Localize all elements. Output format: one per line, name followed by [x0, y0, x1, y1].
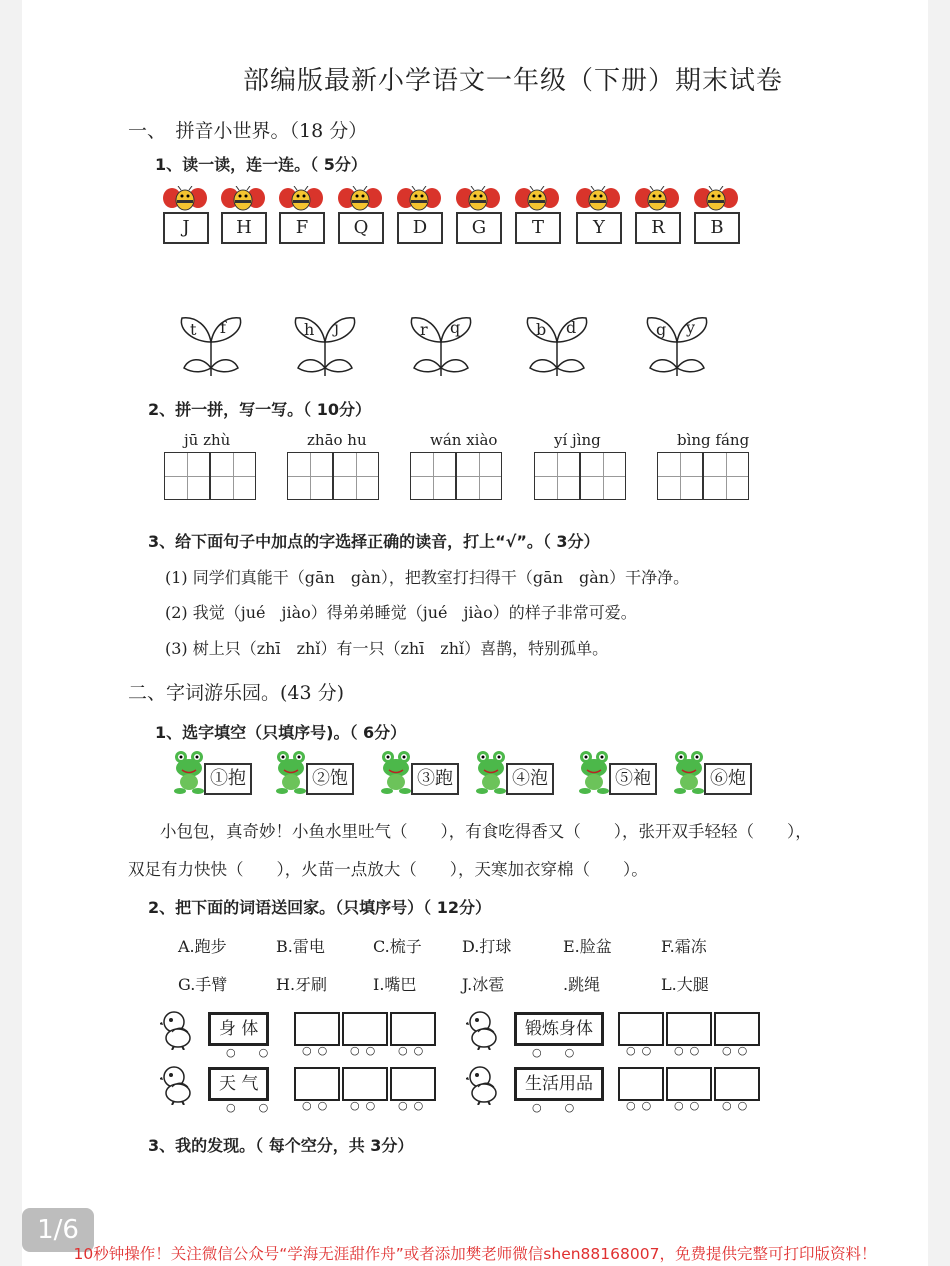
- word-option: A.跑步: [178, 937, 227, 956]
- flower-letter-right: q: [450, 318, 461, 337]
- train-car-blank[interactable]: [390, 1067, 436, 1101]
- frog-icon: [379, 750, 413, 794]
- writing-grid-cell[interactable]: [410, 452, 456, 500]
- word-option: I.嘴巴: [373, 975, 417, 994]
- writing-grid-cell[interactable]: [534, 452, 580, 500]
- train-wheels: ○○: [674, 1044, 706, 1057]
- bee-icon: [221, 186, 265, 212]
- bee-icon: [456, 186, 500, 212]
- flower-letter-right: f: [220, 318, 226, 337]
- flower-letter-right: j: [334, 318, 339, 337]
- flower-icon: [520, 312, 594, 378]
- pinyin-label: bìng fáng: [677, 431, 750, 449]
- bee-icon: [279, 186, 323, 212]
- letter-card: F: [279, 212, 325, 244]
- pinyin-label: zhāo hu: [307, 431, 367, 449]
- page-title: 部编版最新小学语文一年级（下册）期末试卷: [243, 66, 784, 96]
- bee-icon: [397, 186, 441, 212]
- pinyin-label: jū zhù: [184, 431, 231, 449]
- engine-wheels: ○ ○: [532, 1101, 581, 1114]
- train-wheels: ○○: [674, 1099, 706, 1112]
- word-option: G.手臂: [178, 975, 228, 994]
- letter-card: B: [694, 212, 740, 244]
- train-engine-label: 天 气: [208, 1067, 269, 1101]
- word-option: E.脸盆: [563, 937, 612, 956]
- train-wheels: ○○: [626, 1044, 658, 1057]
- train-wheels: ○○: [350, 1044, 382, 1057]
- letter-card: Q: [338, 212, 384, 244]
- engine-wheels: ○ ○: [226, 1046, 275, 1059]
- letter-card: T: [515, 212, 561, 244]
- pinyin-label: wán xiào: [430, 431, 498, 449]
- word-option: C.梳子: [373, 937, 422, 956]
- flower-letter-left: g: [656, 320, 667, 339]
- train-wheels: ○○: [722, 1099, 754, 1112]
- bee-icon: [163, 186, 207, 212]
- chick-icon: [466, 1065, 502, 1105]
- bee-icon: [694, 186, 738, 212]
- option-box: ⑥炮: [704, 763, 752, 795]
- flower-icon: [404, 312, 478, 378]
- letter-card: J: [163, 212, 209, 244]
- q1-label: 1、读一读，连一连。（ 5分）: [155, 155, 367, 174]
- train-wheels: ○○: [722, 1044, 754, 1057]
- s2-q3-label: 3、我的发现。（ 每个空分，共 3分）: [148, 1136, 414, 1155]
- train-car-blank[interactable]: [666, 1067, 712, 1101]
- flower-letter-left: t: [190, 320, 197, 339]
- train-car-blank[interactable]: [294, 1067, 340, 1101]
- writing-grid-cell[interactable]: [703, 452, 749, 500]
- flower-letter-left: h: [304, 320, 315, 339]
- train-car-blank[interactable]: [342, 1012, 388, 1046]
- train-engine-label: 锻炼身体: [514, 1012, 604, 1046]
- train-wheels: ○○: [398, 1099, 430, 1112]
- s2-q1-label: 1、选字填空（只填序号)。（ 6分）: [155, 723, 407, 742]
- option-box: ①抱: [204, 763, 252, 795]
- chick-icon: [160, 1010, 196, 1050]
- chick-icon: [160, 1065, 196, 1105]
- pinyin-label: yí jìng: [554, 431, 601, 449]
- option-box: ③跑: [411, 763, 459, 795]
- frog-icon: [172, 750, 206, 794]
- train-engine-label: 身 体: [208, 1012, 269, 1046]
- flower-letter-left: r: [420, 320, 428, 339]
- writing-grid-cell[interactable]: [580, 452, 626, 500]
- bee-icon: [515, 186, 559, 212]
- writing-grid-cell[interactable]: [456, 452, 502, 500]
- flower-letter-left: b: [536, 320, 547, 339]
- train-wheels: ○○: [302, 1099, 334, 1112]
- section1-heading: 一、 拼音小世界。（18 分）: [128, 120, 368, 142]
- bee-icon: [338, 186, 382, 212]
- letter-card: G: [456, 212, 502, 244]
- writing-grid-cell[interactable]: [657, 452, 703, 500]
- flower-icon: [288, 312, 362, 378]
- option-box: ②饱: [306, 763, 354, 795]
- train-car-blank[interactable]: [618, 1012, 664, 1046]
- q3-label: 3、给下面句子中加点的字选择正确的读音，打上“√”。（ 3分）: [148, 532, 600, 551]
- flower-letter-right: y: [686, 318, 696, 337]
- flower-letter-right: d: [566, 318, 577, 337]
- writing-grid-cell[interactable]: [333, 452, 379, 500]
- word-option: F.霜冻: [661, 937, 707, 956]
- frog-icon: [672, 750, 706, 794]
- train-car-blank[interactable]: [714, 1067, 760, 1101]
- word-option: D.打球: [462, 937, 512, 956]
- option-box: ⑤袍: [609, 763, 657, 795]
- s2-q2-label: 2、把下面的词语送回家。（只填序号）（ 12分）: [148, 898, 491, 917]
- fill-line-1: 小包包，真奇妙！小鱼水里吐气（ ），有食吃得香又（ ），张开双手轻轻（ ），: [160, 822, 812, 841]
- frog-icon: [274, 750, 308, 794]
- word-option: J.冰雹: [462, 975, 505, 994]
- letter-card: H: [221, 212, 267, 244]
- writing-grid-cell[interactable]: [210, 452, 256, 500]
- letter-card: R: [635, 212, 681, 244]
- train-wheels: ○○: [626, 1099, 658, 1112]
- letter-card: Y: [576, 212, 622, 244]
- frog-icon: [474, 750, 508, 794]
- train-wheels: ○○: [350, 1099, 382, 1112]
- flower-icon: [174, 312, 248, 378]
- train-car-blank[interactable]: [342, 1067, 388, 1101]
- writing-grid-cell[interactable]: [287, 452, 333, 500]
- option-box: ④泡: [506, 763, 554, 795]
- train-car-blank[interactable]: [666, 1012, 712, 1046]
- sentence-1: (1) 同学们真能干（gān gàn），把教室打扫得干（gān gàn）干净净。: [165, 568, 690, 587]
- chick-icon: [466, 1010, 502, 1050]
- bee-icon: [635, 186, 679, 212]
- bee-icon: [576, 186, 620, 212]
- word-option: B.雷电: [276, 937, 325, 956]
- section2-heading: 二、字词游乐园。(43 分): [128, 682, 345, 704]
- q2-label: 2、拼一拼，写一写。（ 10分）: [148, 400, 371, 419]
- engine-wheels: ○ ○: [532, 1046, 581, 1059]
- train-car-blank[interactable]: [390, 1012, 436, 1046]
- word-option: H.牙刷: [276, 975, 328, 994]
- writing-grid-cell[interactable]: [164, 452, 210, 500]
- word-option: .跳绳: [563, 975, 601, 994]
- sentence-3: (3) 树上只（zhī zhǐ）有一只（zhī zhǐ）喜鹊，特别孤单。: [165, 639, 609, 658]
- train-car-blank[interactable]: [714, 1012, 760, 1046]
- letter-card: D: [397, 212, 443, 244]
- train-wheels: ○○: [398, 1044, 430, 1057]
- frog-icon: [577, 750, 611, 794]
- engine-wheels: ○ ○: [226, 1101, 275, 1114]
- fill-line-2: 双足有力快快（ ），火苗一点放大（ ），天寒加衣穿棉（ ）。: [128, 860, 648, 879]
- sentence-2: (2) 我觉（jué jiào）得弟弟睡觉（jué jiào）的样子非常可爱。: [165, 603, 637, 622]
- flower-icon: [640, 312, 714, 378]
- train-engine-label: 生活用品: [514, 1067, 604, 1101]
- footer-notice: 10秒钟操作！关注微信公众号“学海无涯甜作舟”或者添加樊老师微信shen88168007，免费提供完整可打印版资料！: [73, 1245, 877, 1263]
- train-car-blank[interactable]: [294, 1012, 340, 1046]
- word-option: L.大腿: [661, 975, 709, 994]
- page-indicator: 1/6: [22, 1208, 94, 1252]
- train-wheels: ○○: [302, 1044, 334, 1057]
- train-car-blank[interactable]: [618, 1067, 664, 1101]
